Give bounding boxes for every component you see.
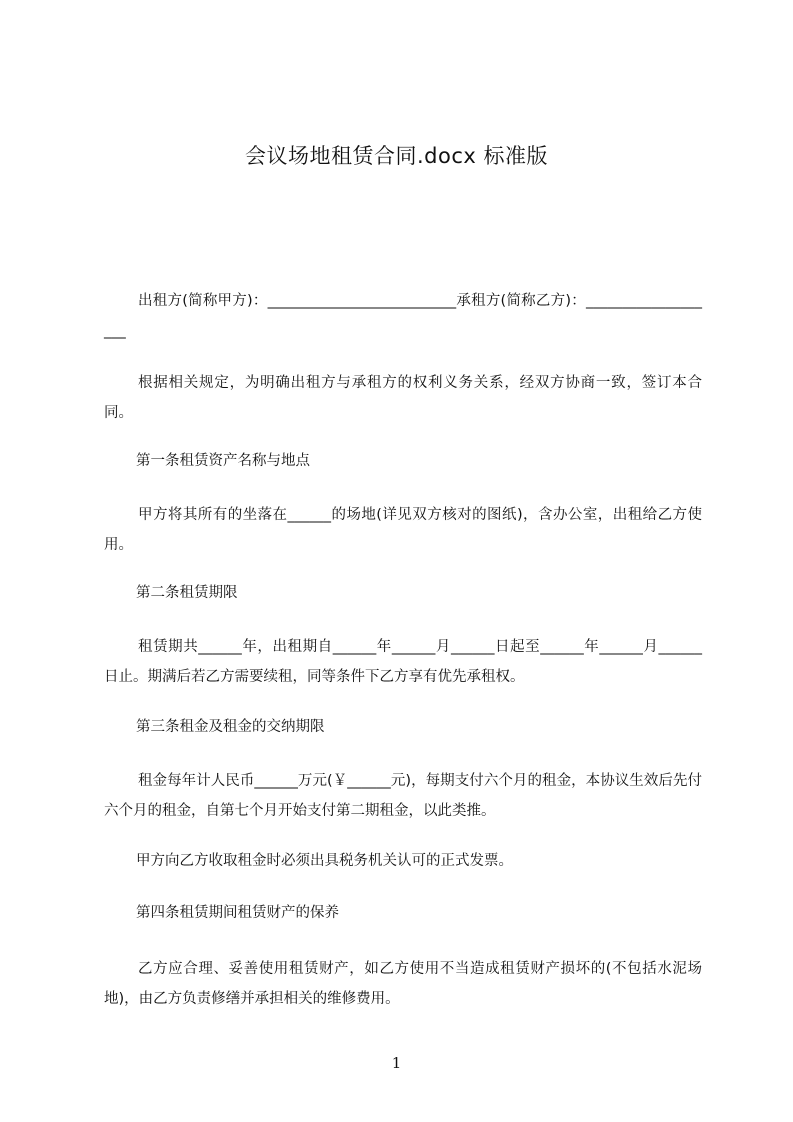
parties-paragraph: 出租方(简称甲方)：__________________________承租方(简称乙方)：___________________	[104, 293, 702, 339]
article3-heading: 第三条租金及租金的交纳期限	[136, 719, 325, 735]
document-title: 会议场地租赁合同.docx 标准版	[244, 144, 548, 168]
article1-heading: 第一条租赁资产名称与地点	[136, 453, 310, 469]
article1-body: 甲方将其所有的坐落在______的场地(详见双方核对的图纸)，含办公室，出租给乙方使用。	[104, 507, 702, 553]
article3-invoice-note: 甲方向乙方收取租金时必须出具税务机关认可的正式发票。	[136, 853, 513, 869]
article4-heading: 第四条租赁期间租赁财产的保养	[136, 905, 339, 921]
article2-body: 租赁期共______年，出租期自______年______月______日起至______年______月______日止。期满后若乙方需要续租，同等条件下乙方享有优先承租权。	[104, 639, 702, 685]
article2-heading: 第二条租赁期限	[136, 585, 238, 601]
preamble-paragraph: 根据相关规定，为明确出租方与承租方的权利义务关系，经双方协商一致，签订本合同。	[104, 375, 702, 421]
page-number: 1	[391, 1054, 402, 1072]
article3-body: 租金每年计人民币______万元(￥______元)，每期支付六个月的租金，本协议生效后先付六个月的租金，自第七个月开始支付第二期租金，以此类推。	[104, 773, 702, 819]
article4-body: 乙方应合理、妥善使用租赁财产，如乙方使用不当造成租赁财产损坏的(不包括水泥场地)，由乙方负责修缮并承担相关的维修费用。	[104, 961, 702, 1007]
